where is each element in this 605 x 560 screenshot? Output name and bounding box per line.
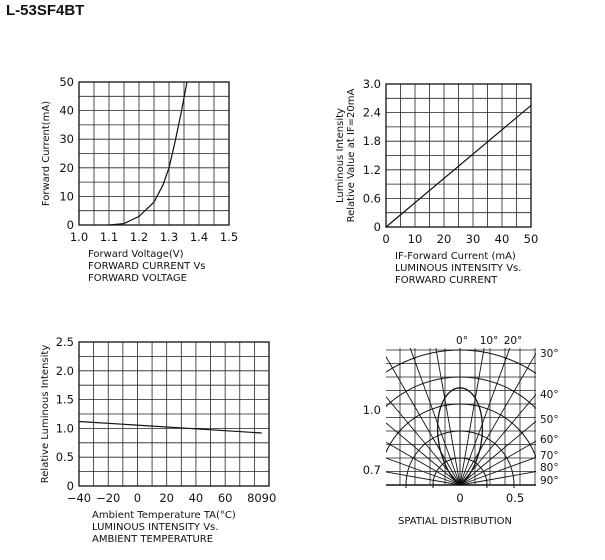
y-tick-label: 1.8 (362, 134, 381, 149)
x-tick-label: 40 (494, 232, 510, 246)
x-tick-label: 1.5 (219, 230, 239, 244)
x-tick-label: 40 (188, 491, 204, 505)
y-tick-label: 0 (66, 479, 74, 493)
y-axis-label: Forward Current(mA) (41, 100, 52, 207)
chart-forward-current (41, 75, 238, 284)
chart-caption: LUMINOUS INTENSITY Vs. (92, 522, 219, 533)
y-axis-label: Luminous Intensity (335, 108, 346, 203)
angle-label-top: 10° (479, 335, 499, 347)
y-tick-label: 30 (59, 132, 74, 147)
y-tick-label: 0 (66, 218, 74, 232)
chart-spatial-distribution (260, 285, 605, 560)
y-tick-label: 40 (59, 103, 74, 118)
y-tick-label: 3.0 (362, 77, 381, 91)
x-tick-label: 20 (436, 232, 452, 246)
chart-caption: SPATIAL DISTRIBUTION (397, 516, 513, 527)
x-tick-label: 1.1 (99, 230, 119, 244)
x-axis-label: IF-Forward Current (mA) (395, 251, 516, 262)
angle-label-right: 70° (540, 450, 559, 462)
x-tick-label: 60 (217, 491, 233, 505)
chart-caption: FORWARD VOLTAGE (88, 273, 187, 284)
x-axis-label: Ambient Temperature TA(°C) (92, 510, 236, 521)
x-tick-label: 0 (133, 491, 142, 505)
angle-label-top: 20° (503, 335, 523, 347)
x-tick-label: 1.0 (69, 230, 89, 244)
radius-label: 1.0 (362, 403, 381, 417)
polar-bottom-label: 0.5 (505, 491, 525, 505)
y-tick-label: 0 (373, 220, 381, 234)
x-axis-label: Forward Voltage(V) (88, 249, 184, 260)
y-tick-label: 20 (59, 160, 74, 175)
chart-caption: FORWARD CURRENT Vs (88, 261, 206, 272)
x-tick-label: 0 (382, 232, 390, 246)
y-tick-label: 50 (59, 75, 74, 89)
polar-bottom-label: 0 (456, 491, 464, 505)
y-tick-label: 0.5 (55, 450, 74, 465)
y-tick-label: 1.2 (362, 162, 381, 177)
chart-luminous-vs-current (335, 77, 538, 286)
x-tick-label: 10 (407, 232, 423, 246)
x-tick-label: 90 (261, 491, 277, 505)
angle-label-right: 60° (540, 434, 559, 446)
y-tick-label: 2.0 (55, 363, 74, 378)
y-tick-label: 2.5 (55, 335, 74, 349)
y-tick-label: 1.5 (55, 392, 74, 407)
y-tick-label: 10 (59, 189, 74, 204)
chart-caption: LUMINOUS INTENSITY Vs. (395, 263, 522, 274)
y-axis-label: Relative Luminous Intensity (40, 344, 51, 484)
x-tick-label: 30 (465, 232, 481, 246)
chart-caption: FORWARD CURRENT (395, 275, 498, 286)
part-number-title: L-53SF4BT (6, 2, 85, 19)
angle-label-right: 40° (540, 389, 559, 401)
chart-luminous-vs-temperature (40, 335, 276, 545)
x-tick-label: 1.3 (159, 230, 179, 244)
y-tick-label: 1.0 (55, 421, 74, 436)
x-tick-label: 1.4 (189, 230, 209, 244)
y-tick-label: 2.4 (362, 105, 381, 120)
polar-radial-line (460, 450, 605, 485)
angle-label-right: 90° (540, 475, 559, 487)
x-tick-label: 20 (159, 491, 175, 505)
radius-label: 0.7 (362, 463, 381, 477)
angle-label-top: 0° (456, 335, 468, 347)
y-axis-label: Relative Value at IF=20mA (346, 88, 357, 223)
series-line (79, 421, 262, 433)
angle-label-right: 30° (540, 348, 559, 360)
x-tick-label: 80 (247, 491, 262, 505)
angle-label-right: 80° (540, 462, 559, 474)
x-tick-label: −20 (96, 491, 121, 505)
chart-caption: AMBIENT TEMPERATURE (92, 534, 214, 545)
y-tick-label: 0.6 (362, 191, 381, 206)
angle-label-right: 50° (540, 414, 559, 426)
x-tick-label: 1.2 (129, 230, 149, 244)
x-tick-label: −40 (66, 491, 92, 505)
x-tick-label: 50 (523, 232, 539, 246)
